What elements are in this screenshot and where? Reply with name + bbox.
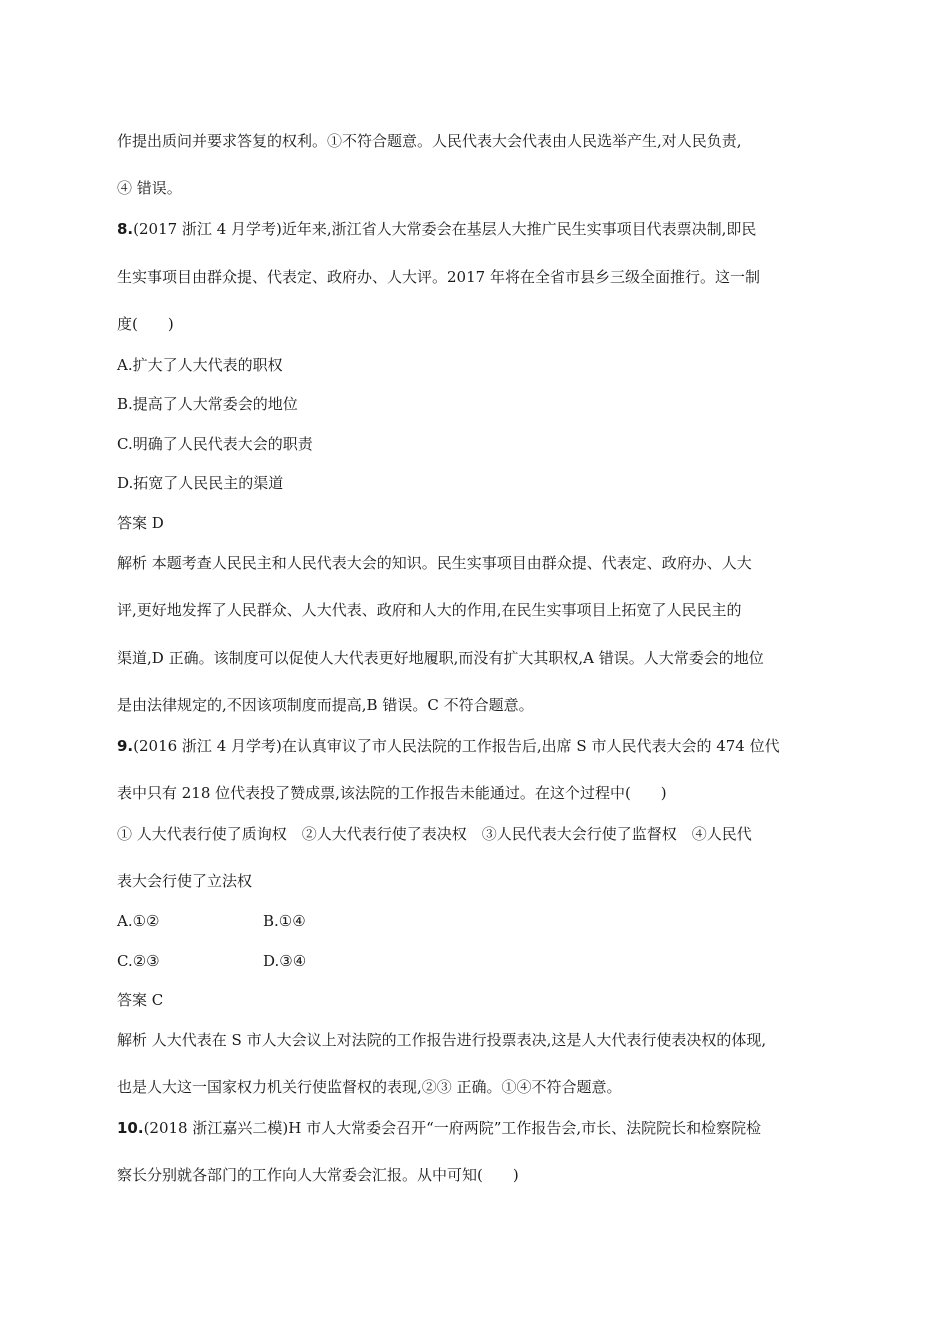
question-8-line-3: 度( ) bbox=[117, 315, 174, 333]
question-9-option-c: C.②③ bbox=[117, 952, 160, 970]
question-8-line-1 bbox=[117, 219, 756, 239]
prev-analysis-line-1: 作提出质问并要求答复的权利。①不符合题意。人民代表大会代表由人民选举产生,对人民负责, bbox=[117, 132, 742, 150]
question-9-line-4: 表大会行使了立法权 bbox=[117, 872, 253, 890]
question-9-number: 9. bbox=[117, 737, 134, 755]
question-9-line-1 bbox=[117, 736, 780, 756]
question-9-answer: 答案 C bbox=[117, 991, 164, 1009]
question-9-stem-1: (2016 浙江 4 月学考)在认真审议了市人民法院的工作报告后,出席 S 市人民代表大会的 474 位代 bbox=[133, 737, 780, 755]
question-10-stem-1: (2018 浙江嘉兴二模)H 市人大常委会召开“一府两院”工作报告会,市长、法院院长和检察院检 bbox=[143, 1119, 762, 1137]
question-8-analysis-line-2: 评,更好地发挥了人民群众、人大代表、政府和人大的作用,在民生实事项目上拓宽了人民民主的 bbox=[117, 601, 742, 619]
question-9-analysis-line-1: 解析 人大代表在 S 市人大会议上对法院的工作报告进行投票表决,这是人大代表行使表决权的体现, bbox=[117, 1031, 767, 1049]
prev-analysis-line-2: ④ 错误。 bbox=[117, 179, 182, 197]
question-9-option-b: B.①④ bbox=[263, 912, 306, 930]
question-8-option-b: B.提高了人大常委会的地位 bbox=[117, 395, 298, 413]
question-9-option-a: A.①② bbox=[117, 912, 160, 930]
question-9-line-3: ① 人大代表行使了质询权 ②人大代表行使了表决权 ③人民代表大会行使了监督权 ④人民代 bbox=[117, 825, 752, 843]
question-8-analysis-line-1: 解析 本题考查人民民主和人民代表大会的知识。民生实事项目由群众提、代表定、政府办、人大 bbox=[117, 554, 752, 572]
question-9-analysis-line-2: 也是人大这一国家权力机关行使监督权的表现,②③ 正确。①④不符合题意。 bbox=[117, 1078, 622, 1096]
question-9-option-d: D.③④ bbox=[263, 952, 307, 970]
question-9-line-2: 表中只有 218 位代表投了赞成票,该法院的工作报告未能通过。在这个过程中( ) bbox=[117, 784, 667, 802]
question-8-option-c: C.明确了人民代表大会的职责 bbox=[117, 435, 313, 453]
question-8-stem-1: (2017 浙江 4 月学考)近年来,浙江省人大常委会在基层人大推广民生实事项目代表票决制,即民 bbox=[133, 220, 757, 238]
question-8-number: 8. bbox=[117, 220, 134, 238]
question-8-option-a: A.扩大了人大代表的职权 bbox=[117, 356, 283, 374]
question-8-analysis-line-3: 渠道,D 正确。该制度可以促使人大代表更好地履职,而没有扩大其职权,A 错误。人大常委会的地位 bbox=[117, 649, 764, 667]
question-10-line-1 bbox=[117, 1118, 761, 1138]
question-8-analysis-line-4: 是由法律规定的,不因该项制度而提高,B 错误。C 不符合题意。 bbox=[117, 696, 534, 714]
question-10-number: 10. bbox=[117, 1119, 144, 1137]
question-8-answer: 答案 D bbox=[117, 514, 164, 532]
question-10-line-2: 察长分别就各部门的工作向人大常委会汇报。从中可知( ) bbox=[117, 1166, 519, 1184]
question-8-line-2: 生实事项目由群众提、代表定、政府办、人大评。2017 年将在全省市县乡三级全面推行。这一制 bbox=[117, 268, 760, 286]
question-8-option-d: D.拓宽了人民民主的渠道 bbox=[117, 474, 284, 492]
